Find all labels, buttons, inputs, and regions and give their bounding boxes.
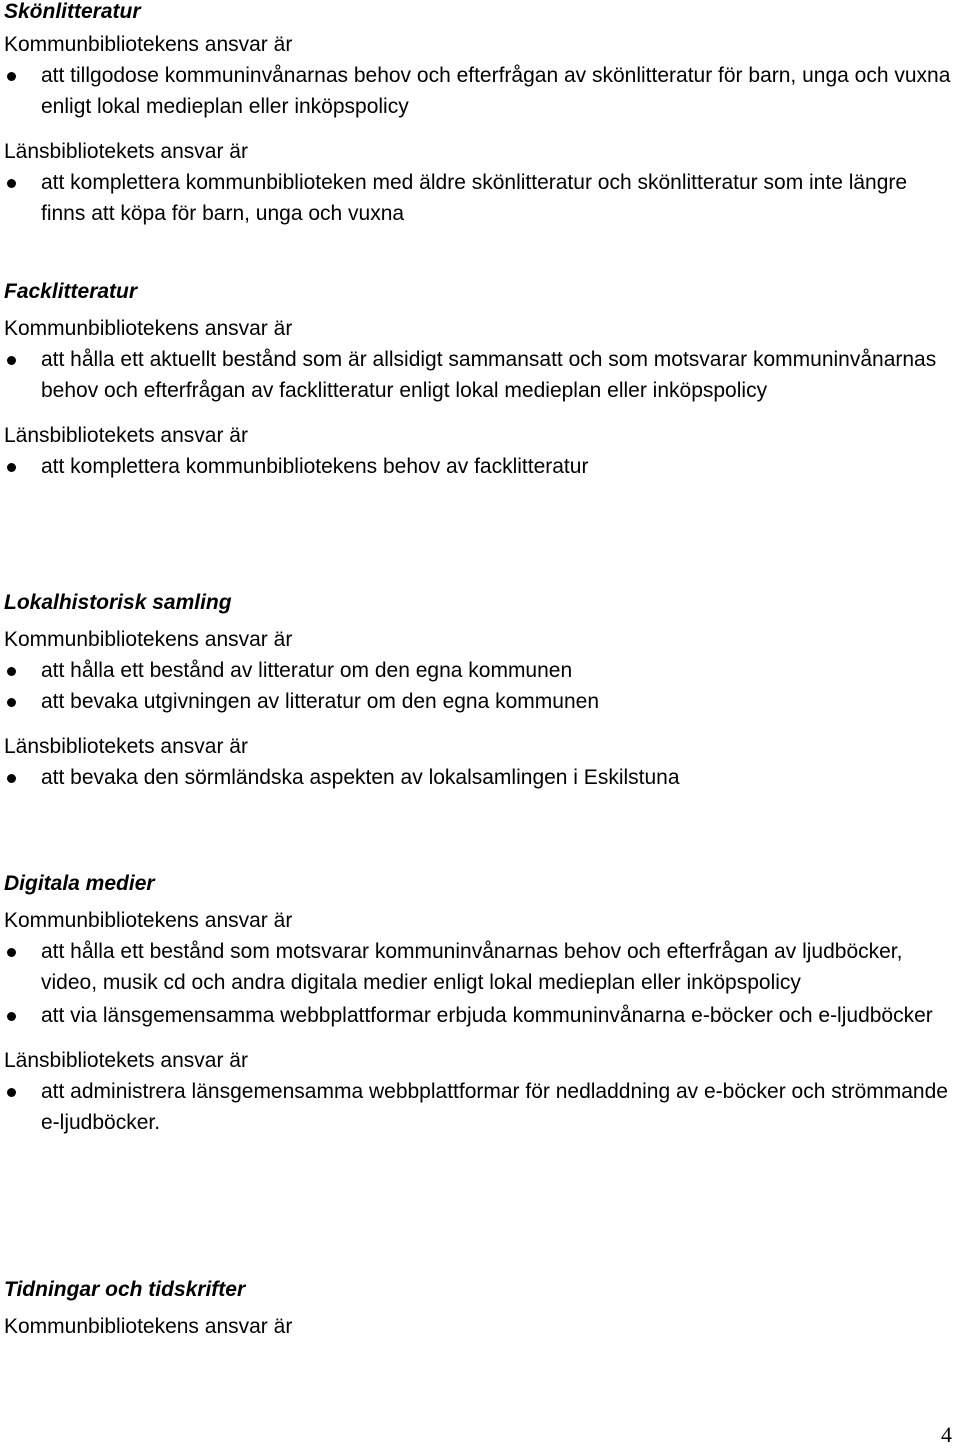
- section-heading: Skönlitteratur: [4, 0, 141, 23]
- section-facklitteratur: [4, 276, 956, 482]
- section-heading: Facklitteratur: [4, 280, 138, 303]
- list-item: att hålla ett bestånd av litteratur om den egna kommunen: [4, 655, 956, 686]
- list-item: att hålla ett bestånd som motsvarar kommuninvånarnas behov och efterfrågan av ljudböcker, video, musik cd och andra digitala medier enligt lokal medieplan eller inköpspolicy: [4, 936, 956, 998]
- bullet-icon: [7, 774, 16, 783]
- bullet-list: [4, 60, 956, 122]
- list-item: att hålla ett aktuellt bestånd som är allsidigt sammansatt och som motsvarar kommuninvånarnas behov och efterfrågan av facklitteratur enligt lokal medieplan eller inköpspolicy: [4, 344, 956, 406]
- list-item: att via länsgemensamma webbplattformar erbjuda kommuninvånarna e-böcker och e-ljudböcker: [4, 1000, 956, 1031]
- bullet-list: [4, 167, 956, 229]
- group-label: Länsbibliotekets ansvar är: [4, 1049, 248, 1072]
- section-skonlitteratur: [4, 0, 956, 229]
- group-label: Länsbibliotekets ansvar är: [4, 735, 248, 758]
- bullet-icon: [7, 948, 16, 957]
- bullet-list: [4, 1076, 956, 1138]
- bullet-list: [4, 936, 956, 1031]
- list-item: att komplettera kommunbibliotekens behov av facklitteratur: [4, 451, 956, 482]
- section-heading: Digitala medier: [4, 872, 155, 895]
- list-item: att bevaka den sörmländska aspekten av lokalsamlingen i Eskilstuna: [4, 762, 956, 793]
- section-heading: Tidningar och tidskrifter: [4, 1278, 246, 1301]
- bullet-list: [4, 451, 956, 482]
- page-number: 4: [941, 1422, 952, 1447]
- group-label: Kommunbibliotekens ansvar är: [4, 628, 293, 651]
- group-label: Kommunbibliotekens ansvar är: [4, 1315, 293, 1338]
- group-label: Kommunbibliotekens ansvar är: [4, 33, 293, 56]
- bullet-list: [4, 762, 956, 793]
- group-label: Länsbibliotekets ansvar är: [4, 424, 248, 447]
- section-tidningar-och-tidskrifter: [4, 1274, 956, 1342]
- list-item: att tillgodose kommuninvånarnas behov och efterfrågan av skönlitteratur för barn, unga och vuxna enligt lokal medieplan eller inköpspolicy: [4, 60, 956, 122]
- group-label: Länsbibliotekets ansvar är: [4, 140, 248, 163]
- section-heading: Lokalhistorisk samling: [4, 591, 232, 614]
- list-item: att komplettera kommunbiblioteken med äldre skönlitteratur och skönlitteratur som inte längre finns att köpa för barn, unga och vuxna: [4, 167, 956, 229]
- bullet-icon: [7, 179, 16, 188]
- bullet-icon: [7, 1088, 16, 1097]
- bullet-list: [4, 344, 956, 406]
- bullet-icon: [7, 356, 16, 365]
- group-label: Kommunbibliotekens ansvar är: [4, 317, 293, 340]
- bullet-list: [4, 655, 956, 717]
- section-digitala-medier: [4, 868, 956, 1138]
- bullet-icon: [7, 72, 16, 81]
- section-lokalhistorisk-samling: [4, 587, 956, 793]
- bullet-icon: [7, 463, 16, 472]
- bullet-icon: [7, 698, 16, 707]
- bullet-icon: [7, 667, 16, 676]
- list-item: att bevaka utgivningen av litteratur om den egna kommunen: [4, 686, 956, 717]
- group-label: Kommunbibliotekens ansvar är: [4, 909, 293, 932]
- list-item: att administrera länsgemensamma webbplattformar för nedladdning av e-böcker och strömmande e-ljudböcker.: [4, 1076, 956, 1138]
- bullet-icon: [7, 1012, 16, 1021]
